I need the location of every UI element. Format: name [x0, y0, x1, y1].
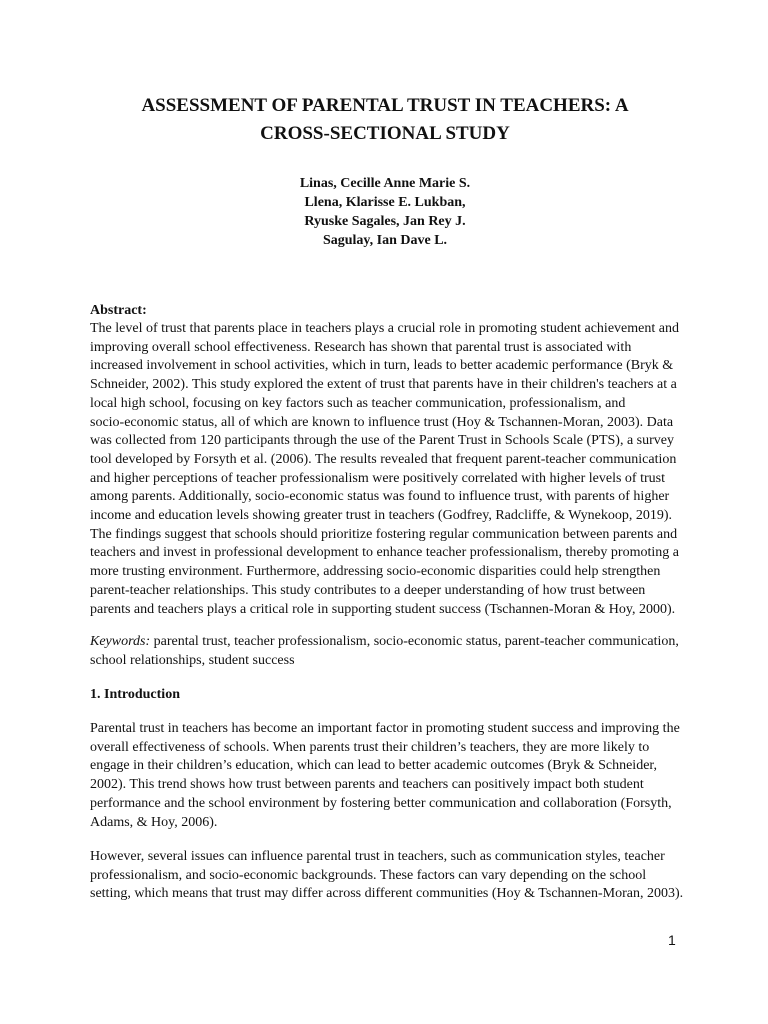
paragraph-line: setting, which means that trust may differ across different communities (Hoy & Tschannen-Moran, 2003).	[90, 886, 684, 902]
paper-title	[90, 92, 680, 148]
abstract-body	[90, 320, 680, 619]
abstract-line: among parents. Additionally, socio-economic status was found to influence trust, with parents of higher	[90, 489, 670, 505]
paragraph-line: Adams, & Hoy, 2006).	[90, 814, 218, 830]
abstract-line: parents and teachers plays a critical role in supporting student success (Tschannen-Moran & Hoy, 2000).	[90, 601, 676, 617]
abstract-line: tool developed by Forsyth et al. (2006). The results revealed that frequent parent-teacher communication	[90, 451, 677, 467]
abstract-line: and higher perceptions of teacher professionalism were positively correlated with higher levels of trust	[90, 470, 665, 486]
abstract-line: parent-teacher relationships. This study contributes to a deeper understanding of how trust between	[90, 582, 646, 598]
title-line: ASSESSMENT OF PARENTAL TRUST IN TEACHERS: A	[141, 95, 629, 116]
title-line: CROSS-SECTIONAL STUDY	[260, 123, 510, 144]
abstract-line: local high school, focusing on key factors such as teacher communication, professionalism, and	[90, 395, 626, 411]
page-number: 1	[668, 932, 676, 948]
abstract-line: was collected from 120 participants through the use of the Parent Trust in Schools Scale (PTS), a survey	[90, 433, 675, 449]
paragraph-line: performance and the school environment by fostering better communication and collaboration (Forsyth,	[90, 795, 672, 811]
abstract-line: more trusting environment. Furthermore, addressing socio-economic disparities could help strengthen	[90, 564, 661, 580]
abstract-line: socio-economic status, all of which are known to influence trust (Hoy & Tschannen-Moran, 2003). Data	[90, 414, 674, 430]
author-line: Ryuske Sagales, Jan Rey J.	[304, 214, 466, 229]
paragraph-line: overall effectiveness of schools. When parents trust their children’s teachers, they are more likely to	[90, 739, 650, 755]
keywords-line	[90, 633, 680, 652]
keywords-label: Keywords:	[90, 634, 151, 649]
abstract-heading: Abstract:	[90, 303, 147, 318]
abstract-line: teachers and invest in professional development to enhance teacher professionalism, thereby promoting a	[90, 545, 679, 561]
abstract-line: Schneider, 2002). This study explored the extent of trust that parents have in their children's teachers at a	[90, 377, 677, 393]
keywords-block	[90, 633, 680, 670]
keywords-line: school relationships, student success	[90, 652, 295, 668]
author-line: Sagulay, Ian Dave L.	[322, 233, 448, 248]
keywords-text: parental trust, teacher professionalism, socio-economic status, parent-teacher communication,	[150, 634, 679, 649]
paragraph-line: engage in their children’s education, which can lead to better academic outcomes (Bryk & Schneider,	[90, 758, 658, 774]
abstract-line: improving overall school effectiveness. Research has shown that parental trust is associated with	[90, 339, 632, 355]
abstract-line: increased involvement in school activities, which in turn, leads to better academic performance (Bryk &	[90, 358, 674, 374]
paragraph-line: However, several issues can influence parental trust in teachers, such as communication styles, teacher	[90, 849, 665, 864]
paragraph-line: 2002). This trend shows how trust between parents and teachers can positively impact both student	[90, 777, 644, 793]
author-line: Linas, Cecille Anne Marie S.	[299, 176, 471, 191]
section-heading-introduction: 1. Introduction	[90, 687, 180, 702]
abstract-line: The level of trust that parents place in teachers plays a crucial role in promoting student achievement and	[90, 321, 679, 336]
author-line: Llena, Klarisse E. Lukban,	[304, 195, 466, 210]
intro-paragraph-1	[90, 720, 680, 832]
author-list	[90, 174, 680, 250]
abstract-line: income and education levels showing greater trust in teachers (Godfrey, Radcliffe, & Wynekoop, 2019).	[90, 508, 673, 524]
paragraph-line: Parental trust in teachers has become an important factor in promoting student success and improving the	[90, 721, 680, 736]
paragraph-line: professionalism, and socio-economic backgrounds. These factors can vary depending on the school	[90, 867, 647, 883]
abstract-line: The findings suggest that schools should prioritize fostering regular communication between parents and	[90, 526, 678, 542]
intro-paragraph-2	[90, 848, 684, 904]
